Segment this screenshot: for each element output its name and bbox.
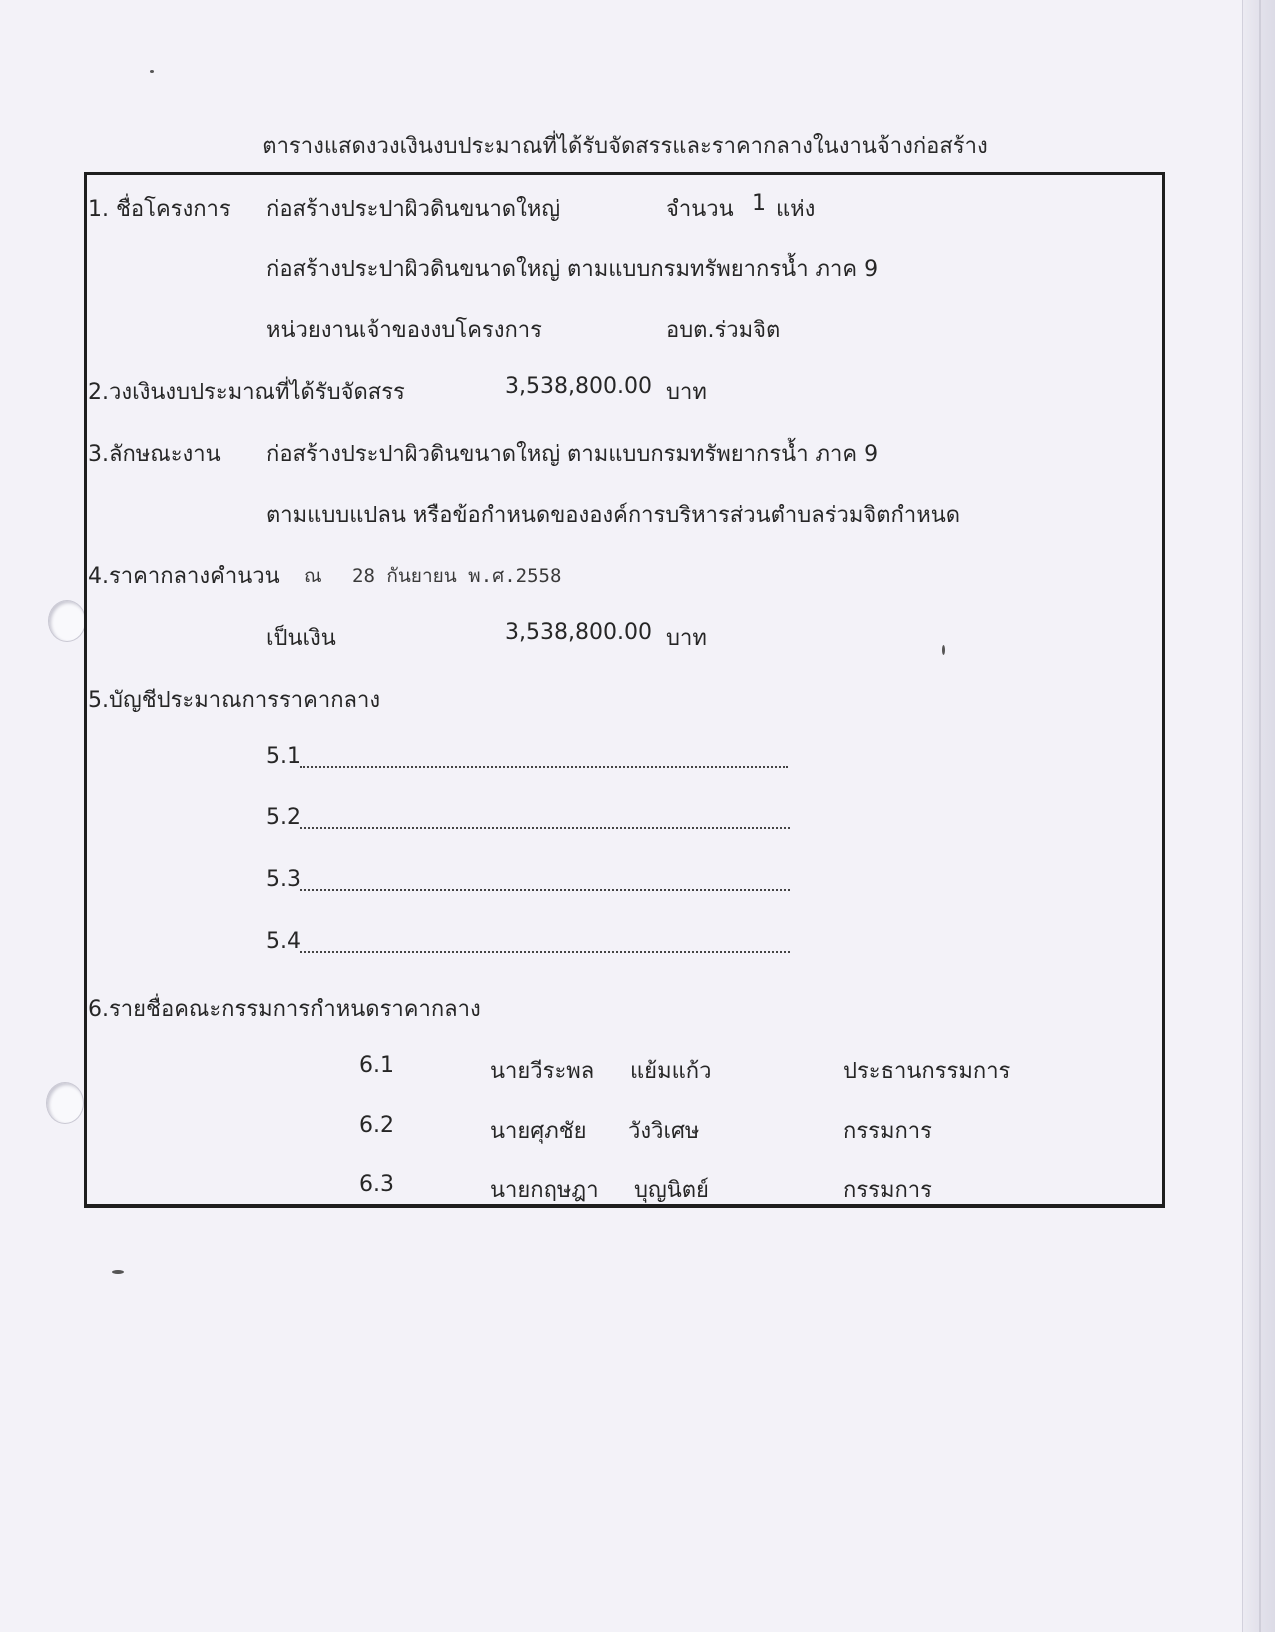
- member-number: 6.3: [359, 1172, 394, 1197]
- punch-hole-bottom: [46, 1082, 84, 1124]
- owner-value: อบต.ร่วมจิต: [666, 318, 781, 343]
- member-role: ประธานกรรมการ: [843, 1059, 1011, 1084]
- project-description: ก่อสร้างประปาผิวดินขนาดใหญ่ ตามแบบกรมทรัพยากรน้ำ ภาค 9: [266, 257, 879, 282]
- member-role: กรรมการ: [843, 1178, 932, 1203]
- estimate-item-number: 5.3: [266, 867, 301, 892]
- budget-unit: บาท: [666, 380, 707, 405]
- estimate-item-dotted-line: [300, 889, 790, 891]
- member-number: 6.2: [359, 1113, 394, 1138]
- estimate-item-dotted-line: [300, 827, 790, 829]
- estimate-item-dotted-line: [300, 766, 788, 768]
- amount-label: เป็นเงิน: [266, 626, 336, 651]
- estimate-item-dotted-line: [300, 951, 790, 953]
- page-edge-line: [1259, 0, 1261, 1632]
- member-last-name: บุญนิตย์: [634, 1178, 709, 1203]
- member-last-name: วังวิเศษ: [628, 1119, 700, 1144]
- scan-speck: [150, 70, 154, 73]
- budget-amount: 3,538,800.00: [505, 374, 652, 399]
- calculation-date: 28 กันยายน พ.ศ.2558: [352, 565, 562, 587]
- quantity-label: จำนวน: [666, 197, 734, 222]
- project-name: ก่อสร้างประปาผิวดินขนาดใหญ่: [266, 197, 561, 222]
- member-last-name: แย้มแก้ว: [630, 1059, 712, 1084]
- member-first-name: นายกฤษฎา: [490, 1178, 599, 1203]
- work-description-line1: ก่อสร้างประปาผิวดินขนาดใหญ่ ตามแบบกรมทรัพยากรน้ำ ภาค 9: [266, 442, 879, 467]
- punch-hole-top: [48, 600, 86, 642]
- estimate-item-number: 5.1: [266, 744, 301, 769]
- median-price-amount: 3,538,800.00: [505, 620, 652, 645]
- owner-label: หน่วยงานเจ้าของงบโครงการ: [266, 318, 542, 343]
- section6-label: 6.รายชื่อคณะกรรมการกำหนดราคากลาง: [88, 997, 481, 1022]
- quantity-value: 1: [752, 191, 766, 216]
- estimate-item-number: 5.2: [266, 805, 301, 830]
- at-label: ณ: [304, 565, 322, 587]
- document-title: ตารางแสดงวงเงินงบประมาณที่ได้รับจัดสรรและราคากลางในงานจ้างก่อสร้าง: [262, 134, 988, 159]
- member-first-name: นายศุภชัย: [490, 1119, 587, 1144]
- quantity-unit: แห่ง: [776, 197, 816, 222]
- estimate-item-number: 5.4: [266, 929, 301, 954]
- section3-label: 3.ลักษณะงาน: [88, 442, 221, 467]
- member-first-name: นายวีระพล: [490, 1059, 595, 1084]
- section2-label: 2.วงเงินงบประมาณที่ได้รับจัดสรร: [88, 380, 405, 405]
- member-number: 6.1: [359, 1053, 394, 1078]
- section1-label: 1. ชื่อโครงการ: [88, 197, 231, 222]
- scan-speck: [112, 1270, 124, 1274]
- median-price-unit: บาท: [666, 626, 707, 651]
- section5-label: 5.บัญชีประมาณการราคากลาง: [88, 688, 381, 713]
- member-role: กรรมการ: [843, 1119, 932, 1144]
- work-description-line2: ตามแบบแปลน หรือข้อกำหนดขององค์การบริหารส่วนตำบลร่วมจิตกำหนด: [266, 503, 961, 528]
- section4-label: 4.ราคากลางคำนวน: [88, 564, 280, 589]
